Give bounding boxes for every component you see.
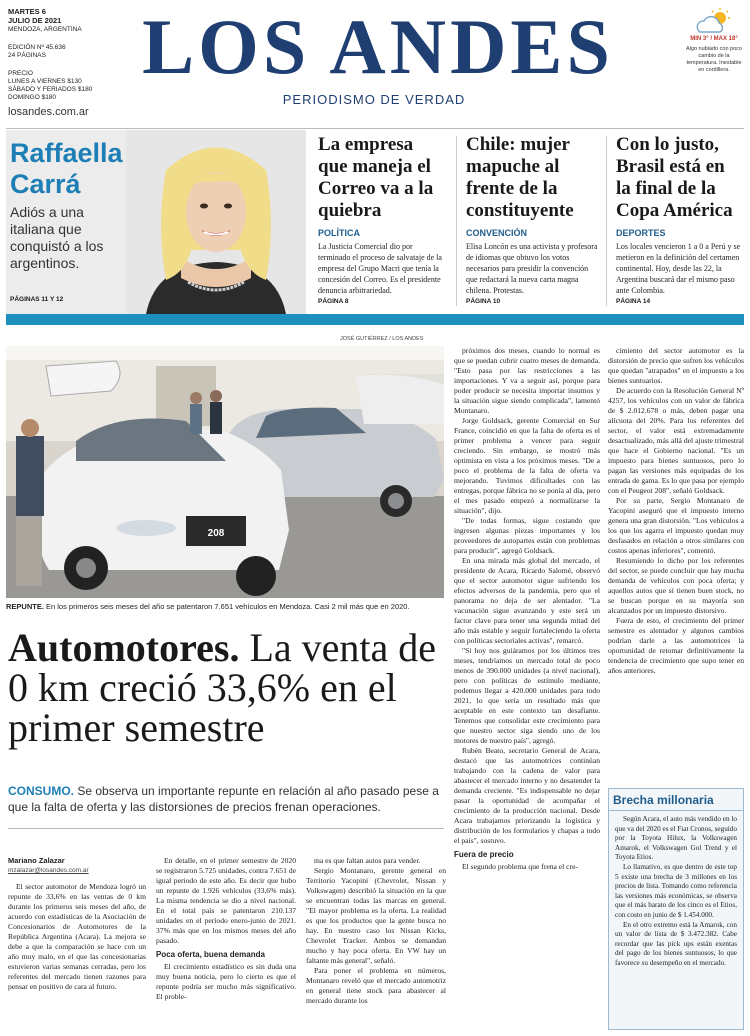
brasil-summary: Los locales vencieron 1 a 0 a Perú y se metieron en la definición del certamen continental. Hoy, desde las 22, la Argentina buscará dar el mismo paso ante Colombia. (616, 242, 741, 295)
author-email[interactable]: mzalazar@losandes.com.ar (8, 867, 89, 874)
paragraph: cimiento del sector automotor es la distorsión de precio que sufren los vehículos que quedan "atrapados" en el impuesto a los bienes suntuarios. (608, 346, 744, 385)
license-plate: 208 (207, 528, 225, 539)
edition-price: PRECIO LUNES A VIERNES $130 SÁBADO Y FERIADOS $180 DOMINGO $180 (8, 70, 93, 101)
paragraph: ma es que faltan autos para vender. (314, 856, 421, 865)
edition-number: EDICIÓN Nº 45.636 24 PÁGINAS (8, 44, 66, 59)
column-divider (606, 136, 607, 306)
paragraph: Jorge Goldsack, gerente Comercial en Sur France, coincidió en que la falta de oferta es el primer problema a vencer para seguir creciendo. Sin embargo, se mostró más optimista en vista a los próximos meses. "De a poco el problema de la falta de oferta va mejorando. Tuvimos dificultades con las entregas, porque fábrica no se ponía al día, pero el mes pasado empezó a normalizarse la situación", dijo. (454, 416, 600, 515)
paragraph: En detalle, en el primer semestre de 2020 se registraron 5.725 unidades, contra 7.651 de igual periodo de este año. Es decir que hubo un repunte de 1.926 vehículos (33,6% más). La misma tendencia se dio a nivel nacional. En el total país se patentaron 210.137 unidades en el período enero-junio de 2021. 37% más que en los mismos meses del año pasado. (156, 856, 296, 945)
paragraph: Por su parte, Sergio Montanaro de Yacopini aseguró que el impuesto interno genera una gran distorsión. "Los vehículos a los que los agarra el impuesto quedan muy desfasados en relación a otros similares con costos apenas inferiores", comentó. (608, 496, 744, 555)
chile-section: CONVENCIÓN (466, 228, 528, 238)
sidebar-title: Brecha millonaria (609, 789, 743, 811)
article-column-4 (454, 346, 600, 1034)
photo-credit: JOSÉ GUTIÉRREZ / LOS ANDES (340, 336, 424, 342)
raffaella-headline: Raffaella Carrá (10, 138, 123, 199)
article-column-2 (156, 856, 296, 1002)
cloudy-sun-icon (692, 8, 736, 36)
paragraph: En el otro extremo está la Amarok, con un valor de lista de $ 3.472.382. Cabe recordar que las pick ups están exentas del pago de los bienes suntuosos, lo que favorece su desempeño en el mercado. (615, 920, 737, 967)
paragraph: Sergio Montanaro, gerente general en Territorio Yacopini (Chevrolet, Nissan y Volkswagen) describió la situación en la que se encuentran todas las marcas en general. "El mayor problema es la oferta. La realidad es que los productos que la gente busca no hay. En nuestro caso los Nissan Kicks, Chevrolet Tracker. Ambos se demandan mucho y hay poca oferta. En VW hay un faltante más general", señaló. (306, 866, 446, 965)
correo-story[interactable] (318, 134, 444, 305)
paragraph: De acuerdo con la Resolución General Nº 4257, los vehículos con un valor de fábrica de $ 2.012.678 o más, deben pagar una alícuota del 20%. Para los referentes del sector, el valor está extremadamente desactualizado, más allá del ajuste trimestral que hace el Gobierno nacional. "Es un impuesto para bienes suntuosos, pero lo pagan las versiones más equipadas de los entrada de gama. Es lo que pasa por ejemplo con el Peugeot 208", señaló Goldsack. (608, 386, 744, 495)
correo-page: PÁGINA 8 (318, 298, 349, 305)
column-divider (456, 136, 457, 306)
correo-section: POLÍTICA (318, 228, 360, 238)
paragraph: próximos dos meses, cuando lo normal es que se puedan cubrir cuatro meses de demanda. "Esto pasa por las restricciones a las importaciones. Y va a seguir así, porque para poder producir se necesita importar insumos y la situación sigue siendo complicada", lamentó Montanaro. (454, 346, 600, 415)
photo-caption: REPUNTE. En los primeros seis meses del año se patentaron 7.651 vehículos en Mendoza. Casi 2 mil más que en 2020. (6, 602, 410, 611)
subheading: Fuera de precio (454, 850, 514, 859)
chile-page: PÁGINA 10 (466, 298, 501, 305)
paragraph: Para poner el problema en números, Montanaro reveló que el mercado automotriz en general tiene stock para abastecer al mercado durante los (306, 966, 446, 1005)
main-headline: Automotores. La venta de 0 km creció 33,6% en el primer semestre (8, 625, 437, 750)
paragraph: El segundo problema que frena el cre- (462, 862, 578, 871)
newspaper-logo: LOS ANDES (142, 3, 614, 90)
article-column-1 (8, 856, 146, 992)
article-column-5 (608, 346, 744, 780)
deck-divider (8, 828, 444, 829)
paragraph: Según Acara, el auto más vendido en lo que va del 2020 es el Fiat Cronos, seguido por la Toyota Hilux, la Volkswagen Amarok, el Volkswagen Gol Trend y el Toyota Etios. (615, 815, 737, 862)
tagline: PERIODISMO DE VERDAD (282, 92, 466, 107)
paragraph: Fuera de esto, el crecimiento del primer semestre es alentador y algunos cambios podrían darle a las automotrices la oportunidad de retomar definitivamente la tendencia de crecimiento que supo tener en años anteriores. (608, 616, 744, 675)
brecha-millonaria-box (608, 788, 744, 1030)
author-name: Mariano Zalazar (8, 856, 65, 865)
paragraph: "De todas formas, sigue costando que ingresen algunas piezas importantes y los proveedores de autopartes están con problemas para producir", agregó Goldsack. (454, 516, 600, 555)
raffaella-subtitle: Adiós a una italiana que conquistó a los argentinos. (10, 204, 104, 271)
correo-summary: La Justicia Comercial dio por terminado el proceso de salvataje de la empresa del Grupo Macri que tenía la concesión del Correo. Es el presidente denuncia arbitrariedad. (318, 242, 442, 295)
raffaella-story[interactable] (6, 130, 306, 314)
paragraph: Resumiendo lo dicho por los referentes del sector, se puede concluir que hay mucha demanda de vehículos con poca oferta; y aquellos autos que sí tienen buen stock, no se buscan porque en su mayoría son alcanzados por un impuesto distorsivo. (608, 556, 744, 615)
raffaella-portrait-image (126, 130, 306, 314)
edition-date: MARTES 6 JULIO DE 2021 MENDOZA, ARGENTINA (8, 7, 82, 33)
weather-widget (684, 8, 744, 74)
masthead-divider (6, 128, 744, 129)
sidebar-body (609, 811, 743, 973)
car-showroom-photo (6, 346, 444, 598)
paragraph: "Si hoy nos guiáramos por los últimos tres meses, tendríamos un mercado total de poco menos de 390.000 unidades (a nivel nacional), pero con políticas de estímulo mediante, podemos llegar a 420.000 unidades para todo 2021, lo que sería un resultado más que aceptable en este contexto tan desafiante. Tenemos que consolidar este crecimiento para que nuestro sector siga siendo uno de los motores de nuestro país", agregó. (454, 646, 600, 745)
correo-headline: La empresa que maneja el Correo va a la quiebra (318, 134, 434, 221)
temperature-range: MIN 3° / MAX 18° (690, 36, 738, 42)
brasil-headline: Con lo justo, Brasil está en la final de la Copa América (616, 134, 733, 221)
paragraph: En una mirada más global del mercado, el presidente de Acara, Ricardo Salomé, observó que el sector automotor sigue sufriendo los efectos adversos de la pandemia, pero que el panorama no deja de ser alentador. "La vacunación sigue avanzando y este será un factor clave para tener una segunda mitad del año más estable y seguir fortaleciendo la oferta con políticas sectoriales activas", remarcó. (454, 556, 600, 645)
masthead (0, 0, 750, 128)
brasil-section: DEPORTES (616, 228, 666, 238)
paragraph: El sector automotor de Mendoza logró un repunte de 33,6% en las ventas de 0 km durante los primeros seis meses del año, de acuerdo con estadísticas de la Asociación de Concesionarios de Automotores de la República Argentina (Acara). La mejora se debe a que la comparación se hace con un año muy malo, en el que las concesionarias estuvieron varias semanas cerradas, pero los referentes del mercado tienen razones para pensar en positivo de cara al futuro. (8, 882, 146, 991)
paragraph: El crecimiento estadístico es sin duda una muy buena noticia, pero lo cierto es que el repunte podría ser mucho más significativo. El proble- (156, 962, 296, 1001)
main-deck: CONSUMO. Se observa un importante repunte en relación al año pasado pese a que la falta de oferta y las distorsiones de precios frenan operaciones. (8, 784, 439, 814)
weather-note: Algo nublado con poco cambio de la temperatura. Inestable en cordillera. (686, 46, 742, 73)
chile-headline: Chile: mujer mapuche al frente de la constituyente (466, 134, 574, 221)
brasil-story[interactable] (616, 134, 744, 305)
chile-summary: Elisa Loncón es una activista y profesora de idiomas que obtuvo los votos necesarios para presidir la convención que redactará la nueva carta magna chilena. Protestas. (466, 242, 598, 295)
subheading: Poca oferta, buena demanda (156, 950, 265, 959)
chile-story[interactable] (466, 134, 598, 305)
paragraph: Rubén Beato, secretario General de Acara, destacó que las automotrices continúan trabajando con la cadena de valor para abastecer el mercado interno y no desatender la demanda creciente. "Es indispensable no dejar pasar la oportunidad de acompañar el crecimiento de la producción nacional. Desde Acara trabajamos priorizando la logística y distribución de los formularios y chapas a todo el país", sostuvo. (454, 746, 600, 845)
paragraph: Lo llamativo, es que dentro de este top 5 existe una brecha de 3 millones en los precios de lista. Tomando como referencia las versiones más económicas, se observa que el más barato de los cinco es el Etios, con costo en junio de $ 1.454.000. (615, 862, 737, 919)
brasil-page: PÁGINA 14 (616, 298, 651, 305)
section-bar (6, 314, 744, 325)
website-link[interactable]: losandes.com.ar (8, 106, 89, 118)
article-column-3 (306, 856, 446, 1006)
raffaella-pages: PÁGINAS 11 Y 12 (10, 296, 64, 303)
